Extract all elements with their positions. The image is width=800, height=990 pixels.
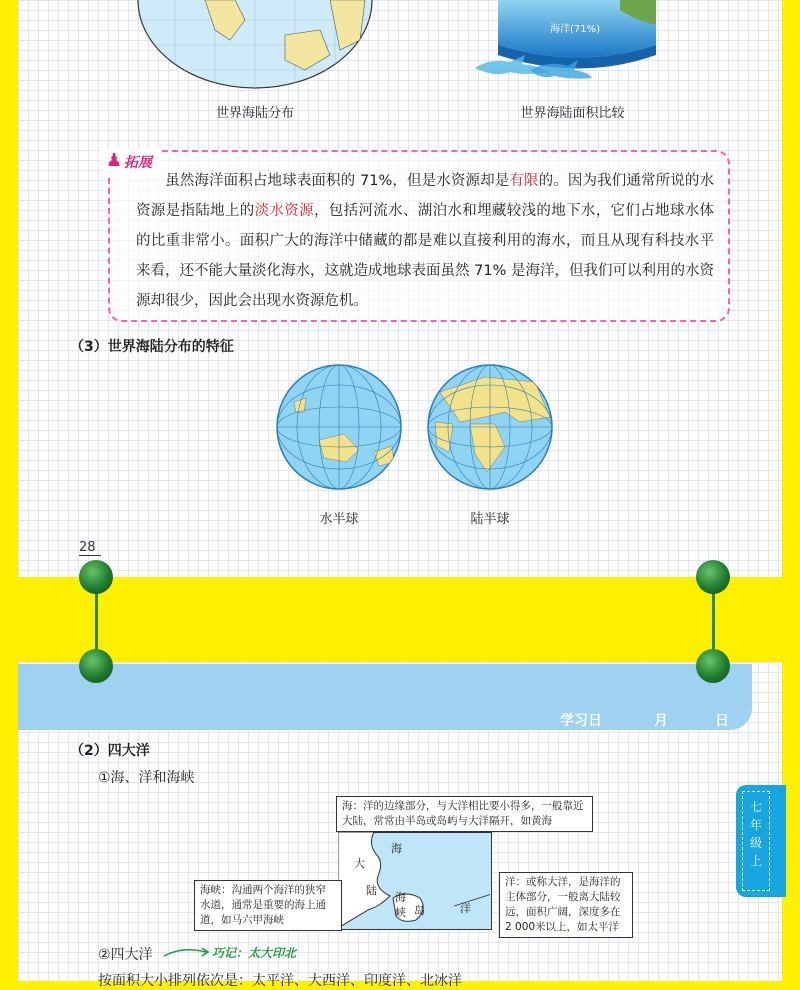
- ocean-order-line: 按面积大小排列依次是：太平洋、大西洋、印度洋、北冰洋: [98, 973, 462, 989]
- page-number: 28: [79, 540, 101, 556]
- section-2-title: （2）四大洋: [70, 743, 150, 759]
- section-3-title: （3）世界海陆分布的特征: [70, 339, 234, 355]
- label-haixia-2: 峡: [395, 906, 406, 919]
- label-hai: 海: [391, 842, 402, 855]
- extension-highlight-freshwater: 淡水资源: [254, 203, 314, 219]
- grade-char-1: 七: [749, 800, 762, 814]
- label-yang: 洋: [460, 902, 471, 915]
- label-haixia-1: 海: [395, 891, 406, 904]
- world-map-caption: 世界海陆分布: [215, 106, 294, 121]
- area-comparison-caption: 世界海陆面积比较: [520, 106, 625, 121]
- label-lu: 陆: [366, 884, 377, 897]
- label-da: 大: [354, 857, 365, 870]
- item-1-title: ①海、洋和海峡: [98, 770, 195, 786]
- binder-ring-top-right: [696, 560, 730, 594]
- memo-arrow-icon: [162, 944, 212, 960]
- callout-sea: 海：洋的边缘部分，与大洋相比要小得多，一般靠近大陆，常常由半岛或岛屿与大洋隔开，如黄海: [336, 796, 593, 832]
- extension-tag-label: 拓展: [124, 155, 152, 171]
- grade-char-3: 级: [749, 836, 762, 850]
- extension-text-seg-3: ，包括河流水、湖泊水和埋藏较浅的地下水，它们占地球水体的比重非常小。面积广大的海洋中储藏的都是难以直接利用的海水，而且从现有科技水平来看，还不能大量淡化海水，这就造成地球表面虽然 71% 是海洋，但我们可以利用的水资源却很少，因此会出现水资源危机。: [136, 203, 715, 309]
- water-hemisphere-caption: 水半球: [319, 512, 359, 527]
- extension-box: [108, 150, 730, 322]
- binder-ring-bottom-right: [696, 649, 730, 683]
- extension-text-seg-2: 的。因为我们通常所说的水资源是指陆地上的: [136, 173, 715, 219]
- grade-char-4: 上: [749, 854, 762, 868]
- grade-side-tab: [736, 785, 786, 897]
- world-map-figure: [135, 0, 375, 90]
- study-day-label: 学习日: [560, 713, 602, 729]
- extension-text-seg-1: 虽然海洋面积占地球表面积的 71%，但是水资源却是: [165, 173, 510, 189]
- binder-ring-top-left: [79, 560, 113, 594]
- day-label: 日: [715, 713, 729, 729]
- memory-tip: 巧记：太大印北: [212, 946, 297, 960]
- area-comparison-figure: [470, 0, 670, 85]
- binder-ring-bottom-left: [79, 649, 113, 683]
- callout-ocean: 洋：或称大洋，是海洋的主体部分，一般离大陆较远，面积广阔，深度多在2 000米以上，如太平洋: [499, 872, 633, 938]
- extension-highlight-limited: 有限: [509, 173, 539, 189]
- water-hemisphere-globe: [274, 362, 404, 492]
- grade-side-tab-text: [742, 791, 770, 891]
- extension-text: [136, 166, 714, 316]
- land-hemisphere-caption: 陆半球: [470, 512, 510, 527]
- month-label: 月: [654, 713, 668, 729]
- callout-strait: 海峡：沟通两个海洋的狭窄水道，通常是重要的海上通道，如马六甲海峡: [194, 880, 342, 931]
- extension-person-icon: ♟: [106, 150, 123, 171]
- ocean-percent-label: 海洋(71%): [549, 24, 601, 35]
- item-2-title: ②四大洋: [98, 947, 153, 963]
- land-hemisphere-globe: [425, 362, 555, 492]
- grade-char-2: 年: [749, 818, 762, 832]
- label-dao: 岛: [414, 904, 425, 917]
- study-day-banner: [18, 664, 752, 730]
